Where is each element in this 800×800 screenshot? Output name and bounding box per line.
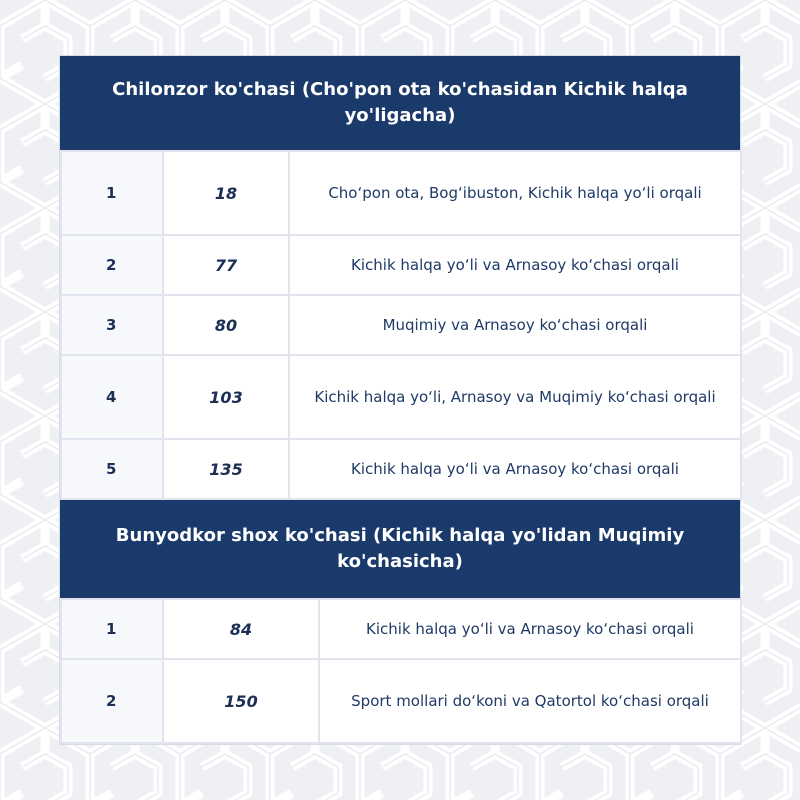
route-description: Kichik halqa yo‘li va Arnasoy ko‘chasi orqali [319, 599, 741, 659]
table-row [61, 659, 741, 743]
section-header-chilonzor [60, 56, 740, 150]
section-title: Chilonzor ko'chasi (Cho'pon ota ko'chasidan Kichik halqa yo'ligacha) [112, 79, 688, 126]
table-row [61, 295, 741, 355]
routes-table-bunyodkor [60, 598, 742, 744]
row-number: 1 [61, 599, 163, 659]
table-row [61, 599, 741, 659]
route-number: 84 [163, 599, 319, 659]
route-description: Kichik halqa yo‘li, Arnasoy va Muqimiy ko‘chasi orqali [289, 355, 741, 439]
route-description: Cho‘pon ota, Bog‘ibuston, Kichik halqa yo‘li orqali [289, 151, 741, 235]
table-row [61, 439, 741, 499]
route-description: Kichik halqa yo‘li va Arnasoy ko‘chasi orqali [289, 235, 741, 295]
route-description: Kichik halqa yo‘li va Arnasoy ko‘chasi orqali [289, 439, 741, 499]
section-title: Bunyodkor shox ko'chasi (Kichik halqa yo'lidan Muqimiy ko'chasicha) [115, 525, 685, 572]
route-number: 77 [163, 235, 289, 295]
route-number: 150 [163, 659, 319, 743]
route-number: 135 [163, 439, 289, 499]
route-number: 18 [163, 151, 289, 235]
table-row [61, 151, 741, 235]
table-row [61, 355, 741, 439]
row-number: 1 [61, 151, 163, 235]
row-number: 5 [61, 439, 163, 499]
row-number: 4 [61, 355, 163, 439]
route-description: Sport mollari do‘koni va Qatortol ko‘chasi orqali [319, 659, 741, 743]
row-number: 2 [61, 659, 163, 743]
row-number: 2 [61, 235, 163, 295]
routes-table-chilonzor [60, 150, 742, 500]
section-header-bunyodkor [60, 500, 740, 598]
route-number: 80 [163, 295, 289, 355]
table-row [61, 235, 741, 295]
route-number: 103 [163, 355, 289, 439]
routes-table-card [60, 56, 740, 744]
row-number: 3 [61, 295, 163, 355]
route-description: Muqimiy va Arnasoy ko‘chasi orqali [289, 295, 741, 355]
